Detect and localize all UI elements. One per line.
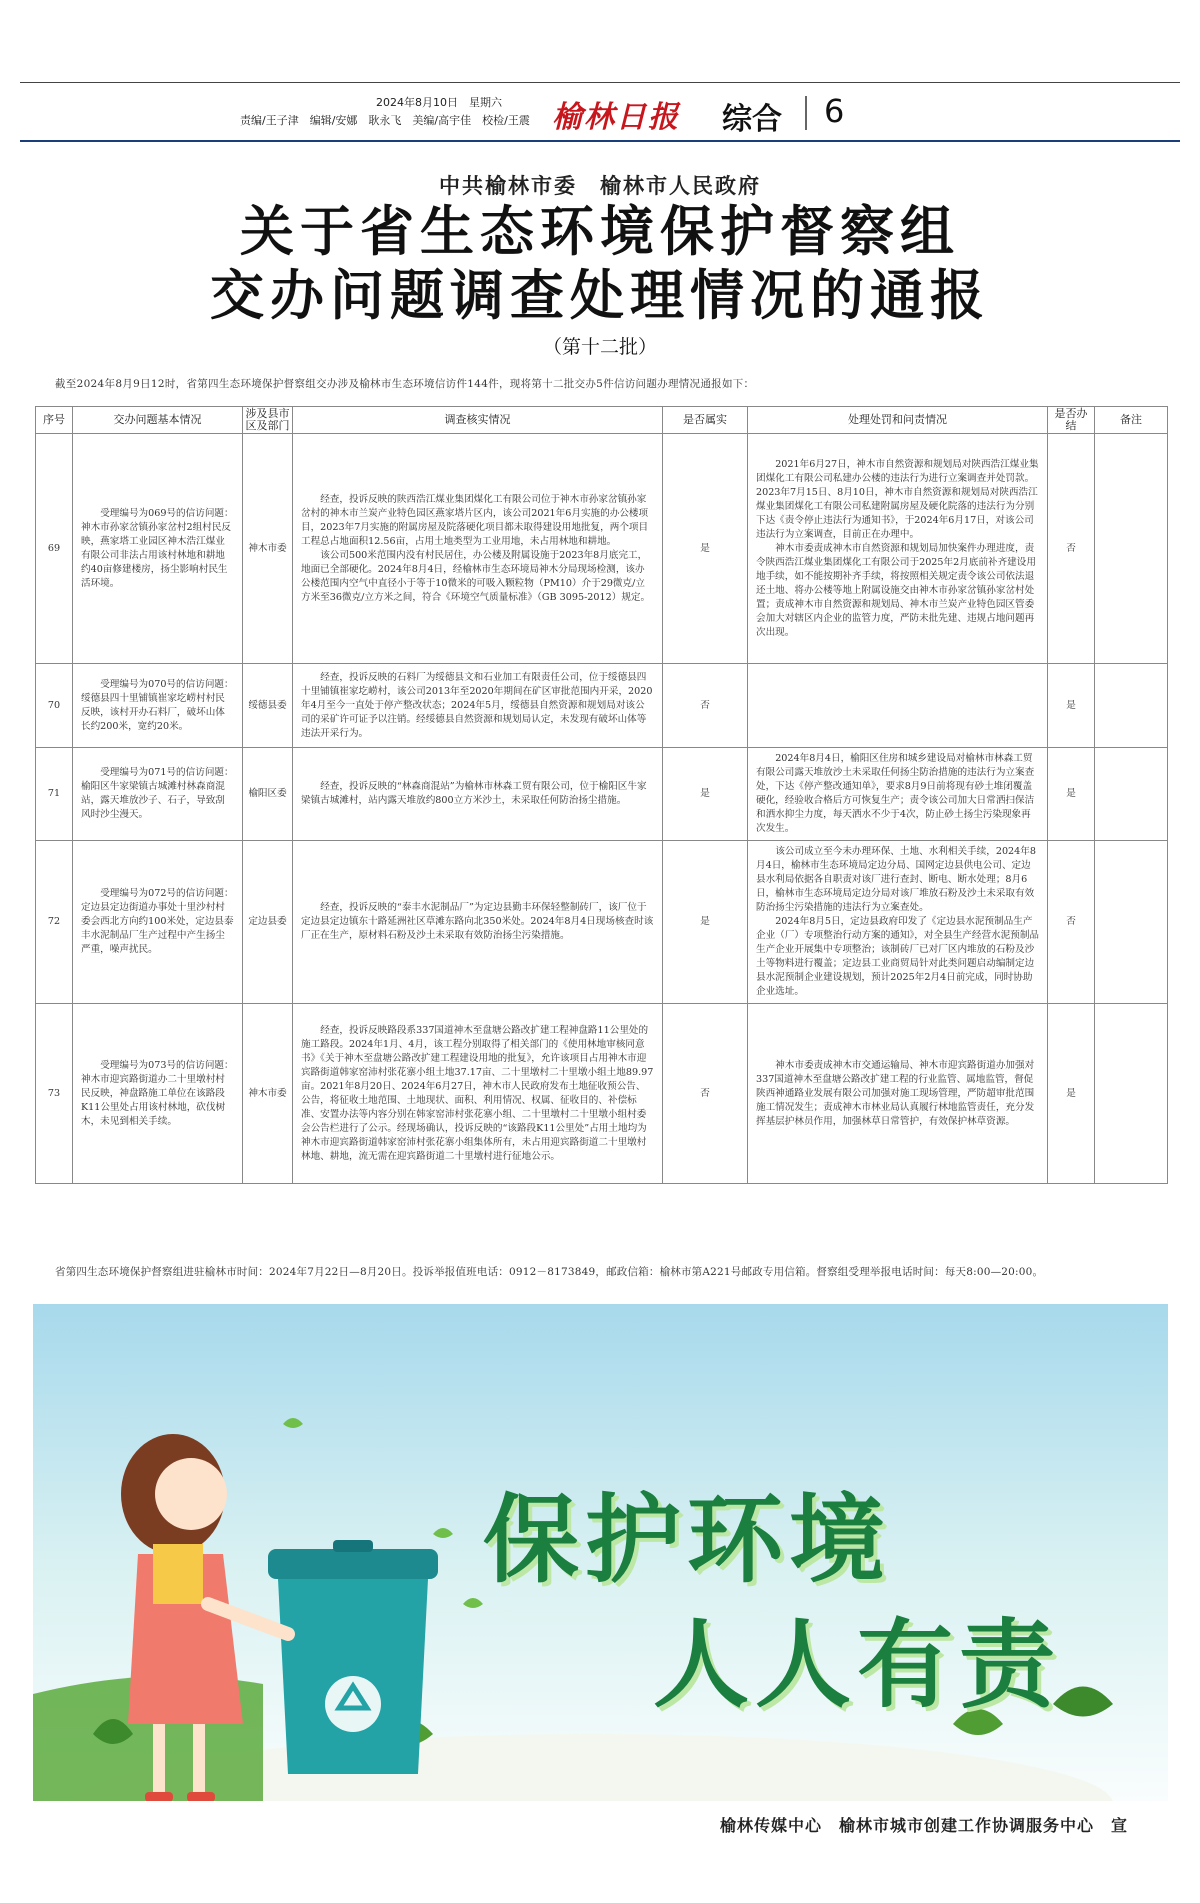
col-header-dept: 涉及县市区及部门 xyxy=(243,407,293,434)
masthead xyxy=(22,90,1178,137)
top-rule xyxy=(20,82,1180,83)
verified-flag: 是 xyxy=(663,748,748,841)
verified-flag: 否 xyxy=(663,1004,748,1184)
completed-flag: 是 xyxy=(1048,1004,1095,1184)
department: 神木市委 xyxy=(243,1004,293,1184)
handling-paragraph: 2024年8月4日，榆阳区住房和城乡建设局对榆林市林森工贸有限公司露天堆放沙土未采取任何扬尘防治措施的违法行为立案查处，下达《停产整改通知单》，要求8月9日前将现有砂土堆闭覆盖硬化，经验收合格后方可恢复生产；责令该公司加大日常洒扫保洁和洒水抑尘力度，每天洒水不少于4次，防止砂土扬尘污染现象再次发生。 xyxy=(756,753,1035,834)
issue-date: 2024年8月10日 星期六 xyxy=(376,96,502,109)
headline-line-2: 交办问题调查处理情况的通报 xyxy=(210,264,990,327)
issuer-line: 中共榆林市委 榆林市人民政府 xyxy=(439,173,761,198)
completed-flag: 否 xyxy=(1048,841,1095,1004)
investigation-paragraph: 经查，投诉反映的陕西浩江煤业集团煤化工有限公司位于神木市孙家岔镇孙家岔村的神木市兰炭产业特色园区燕家塔片区内，该公司2021年6月实施的办公楼项目，2023年7月实施的附属房屋及院落硬化项目都未取得建设用地批复，两个项目工程总占地面积12.56亩，占用土地类型为工业用地，未占用林地和耕地。 xyxy=(301,493,649,547)
col-header-no: 序号 xyxy=(36,407,73,434)
remark xyxy=(1095,664,1168,748)
remark xyxy=(1095,748,1168,841)
department: 榆阳区委 xyxy=(243,748,293,841)
verified-flag: 是 xyxy=(663,434,748,664)
investigation-paragraph: 经查，投诉反映的“泰丰水泥制品厂”为定边县勤丰环保轻整制砖厂，该厂位于定边县定边镇东十路延洲社区草滩东路向北350米处。2024年8月4日现场核查时该厂正在生产，原材料石粉及沙土未采取有效防治扬尘污染措施。 xyxy=(301,902,654,941)
handling-paragraph: 2021年6月27日，神木市自然资源和规划局对陕西浩江煤业集团煤化工有限公司私建办公楼的违法行为进行立案调查并处罚款。2023年7月15日、8月10日，神木市自然资源和规划局对陕西浩江煤业集团煤化工有限公司私建附属房屋及硬化院落的违法行为分别下达《责令停止违法行为通知书》，于2024年6月17日，对该公司违法行为立案调查，目前正在办理中。 xyxy=(756,458,1039,540)
handling-measures xyxy=(748,434,1048,664)
table-row xyxy=(36,434,1168,664)
row-number: 69 xyxy=(36,434,73,664)
banner-credit: 榆林传媒中心 榆林市城市创建工作协调服务中心 宣 xyxy=(719,1816,1128,1835)
issue-summary: 受理编号为073号的信访问题：神木市迎宾路街道办二十里墩村村民反映，神盘路施工单位在该路段K11公里处占用该村林地，砍伐树木，未见到相关手续。 xyxy=(73,1004,243,1184)
table-header-row xyxy=(36,407,1168,434)
page-number: 6 xyxy=(824,92,845,130)
col-header-completed: 是否办结 xyxy=(1048,407,1095,434)
issue-summary: 受理编号为069号的信访问题：神木市孙家岔镇孙家岔村2组村民反映，燕家塔工业园区神木浩江煤业有限公司非法占用该村林地和耕地约40亩修建楼房，扬尘影响村民生活环境。 xyxy=(73,434,243,664)
slogan-line-1: 保护环境 xyxy=(483,1484,891,1596)
row-number: 72 xyxy=(36,841,73,1004)
investigation-findings xyxy=(293,434,663,664)
handling-paragraph: 该公司成立至今未办理环保、土地、水利相关手续，2024年8月4日，榆林市生态环境局定边分局、国网定边县供电公司、定边县水利局依据各自职责对该厂进行查封、断电、断水处理；8月6日，榆林市生态环境局定边分局对该厂堆放石粉及沙土未采取有效防治扬尘污染措施的违法行为立案查处。 xyxy=(756,846,1036,913)
investigation-findings xyxy=(293,664,663,748)
table-row xyxy=(36,748,1168,841)
col-header-verified: 是否属实 xyxy=(663,407,748,434)
investigation-paragraph: 该公司500米范围内没有村民居住，办公楼及附属设施于2023年8月底完工，地面已全部硬化。2024年8月4日，经榆林市生态环境局神木分局现场检测，该办公楼范围内空气中直径小于等于10微米的可吸入颗粒物（PM10）介于29微克/立方米至36微克/立方米之间，符合《环境空气质量标准》（GB 3095-2012）规定。 xyxy=(301,549,651,603)
department: 神木市委 xyxy=(243,434,293,664)
remark xyxy=(1095,1004,1168,1184)
section-name: 综合 xyxy=(722,102,782,137)
table-row xyxy=(36,841,1168,1004)
issue-summary: 受理编号为071号的信访问题：榆阳区牛家梁镇古城滩村林森商混站，露天堆放沙子、石子，导致刮风时沙尘漫天。 xyxy=(73,748,243,841)
handling-paragraph: 神木市委责成神木市交通运输局、神木市迎宾路街道办加强对337国道神木至盘塘公路改扩建工程的行业监管、属地监管，督促陕西神通路业发展有限公司加强对施工现场管理，严防超审批范围施工情况发生；责成神木市林业局认真履行林地监管责任，充分发挥基层护林员作用，加强林草日常管护，有效保护林草资源。 xyxy=(756,1059,1035,1127)
masthead-rule xyxy=(20,140,1180,142)
issue-summary: 受理编号为072号的信访问题：定边县定边街道办事处十里沙村村委会西北方向约100米处，定边县泰丰水泥制品厂生产过程中产生扬尘严重，噪声扰民。 xyxy=(73,841,243,1004)
batch-label: （第十二批） xyxy=(542,336,657,358)
public-service-banner xyxy=(33,1304,1168,1845)
completed-flag: 是 xyxy=(1048,664,1095,748)
col-header-handling: 处理处罚和问责情况 xyxy=(748,407,1048,434)
col-header-issue: 交办问题基本情况 xyxy=(73,407,243,434)
handling-paragraph: 神木市委责成神木市自然资源和规划局加快案件办理进度，责令陕西浩江煤业集团煤化工有限公司于2025年2月底前补齐建设用地手续，如不能按期补齐手续，将按照相关规定责令该公司依法退还土地、将办公楼等地上附属设施交由神木市孙家岔镇孙家岔村处置；责成神木市自然资源和规划局、神木市兰炭产业特色园区管委会加大对辖区内企业的监管力度，严防未批先建、违规占地问题再次出现。 xyxy=(756,542,1036,638)
table-row xyxy=(36,1004,1168,1184)
report-table xyxy=(35,406,1168,1184)
issue-summary: 受理编号为070号的信访问题：绥德县四十里铺镇崔家圪崂村村民反映，该村开办石料厂，破坏山体长约200米，宽约20米。 xyxy=(73,664,243,748)
banner-credit-bar xyxy=(33,1801,1168,1845)
investigation-paragraph: 经查，投诉反映的石料厂为绥德县文和石业加工有限责任公司，位于绥德县四十里铺镇崔家圪崂村，该公司2013年至2020年期间在矿区审批范围内开采，2020年4月至今一直处于停产整改状态；2024年5月，绥德县自然资源和规划局对该公司的采矿许可证予以注销。经绥德县自然资源和规划局认定，未发现有破坏山体等违法开采行为。 xyxy=(301,671,653,739)
investigation-findings xyxy=(293,748,663,841)
footnote: 省第四生态环境保护督察组进驻榆林市时间：2024年7月22日—8月20日。投诉举报值班电话：0912－8173849，邮政信箱：榆林市第A221号邮政专用信箱。督察组受理举报电话时间：每天8:00—20:00。 xyxy=(55,1266,1044,1278)
verified-flag: 是 xyxy=(663,841,748,1004)
verified-flag: 否 xyxy=(663,664,748,748)
row-number: 71 xyxy=(36,748,73,841)
handling-measures xyxy=(748,748,1048,841)
investigation-paragraph: 经查，投诉反映的“林森商混站”为榆林市林森工贸有限公司，位于榆阳区牛家梁镇古城滩村，站内露天堆放约800立方米沙土，未采取任何防治扬尘措施。 xyxy=(301,781,647,806)
completed-flag: 否 xyxy=(1048,434,1095,664)
handling-measures xyxy=(748,841,1048,1004)
handling-paragraph: 2024年8月5日，定边县政府印发了《定边县水泥预制品生产企业（厂）专项整治行动方案的通知》，对全县生产经营水泥预制品生产企业开展集中专项整治；该制砖厂已对厂区内堆放的石粉及沙土等物料进行覆盖；定边县工业商贸局针对此类问题启动编制定边县水泥预制企业建设规划，预计2025年2月4日前完成，同时协助企业选址。 xyxy=(756,916,1040,997)
row-number: 73 xyxy=(36,1004,73,1184)
intro-paragraph: 截至2024年8月9日12时，省第四生态环境保护督察组交办涉及榆林市生态环境信访件144件，现将第十二批交办5件信访问题办理情况通报如下： xyxy=(55,378,755,390)
remark xyxy=(1095,434,1168,664)
remark xyxy=(1095,841,1168,1004)
department: 定边县委 xyxy=(243,841,293,1004)
editor-credits: 责编/王子津 编辑/安娜 耿永飞 美编/高宇佳 校检/王震 xyxy=(240,114,530,127)
newspaper-logo: 榆林日报 xyxy=(552,100,680,135)
slogan-line-2: 人人有责 xyxy=(653,1609,1061,1721)
department: 绥德县委 xyxy=(243,664,293,748)
investigation-findings xyxy=(293,841,663,1004)
row-number: 70 xyxy=(36,664,73,748)
investigation-findings xyxy=(293,1004,663,1184)
handling-measures xyxy=(748,1004,1048,1184)
handling-measures xyxy=(748,664,1048,748)
col-header-investigation: 调查核实情况 xyxy=(293,407,663,434)
trash-bin xyxy=(268,1540,438,1774)
completed-flag: 是 xyxy=(1048,748,1095,841)
headline xyxy=(0,200,1200,328)
investigation-paragraph: 经查，投诉反映路段系337国道神木至盘塘公路改扩建工程神盘路11公里处的施工路段。2024年1月、4月，该工程分别取得了相关部门的《使用林地审核同意书》《关于神木至盘塘公路改扩建工程建设用地的批复》，允许该项目占用神木市迎宾路街道韩家窑沛村张花寨小组土地37.17亩、二十里墩村二十里墩小组土地89.97亩。2021年8月20日、2024年6月27日，神木市人民政府发布土地征收预公告、公告，将征收土地范围、土地现状、面积、利用情况、权属、征收目的、补偿标准、安置办法等内容分别在韩家窑沛村张花寨小组、二十里墩村二十里墩小组村委会公告栏进行了公示。经现场确认，投诉反映的“该路段K11公里处”占用土地均为神木市迎宾路街道韩家窑沛村张花寨小组集体所有，未占用迎宾路街道二十里墩村林地、耕地，流无需在迎宾路街道二十里墩村进行征地公示。 xyxy=(301,1024,654,1162)
section-divider xyxy=(805,96,807,130)
col-header-remark: 备注 xyxy=(1095,407,1168,434)
table-row xyxy=(36,664,1168,748)
headline-line-1: 关于省生态环境保护督察组 xyxy=(240,200,960,263)
